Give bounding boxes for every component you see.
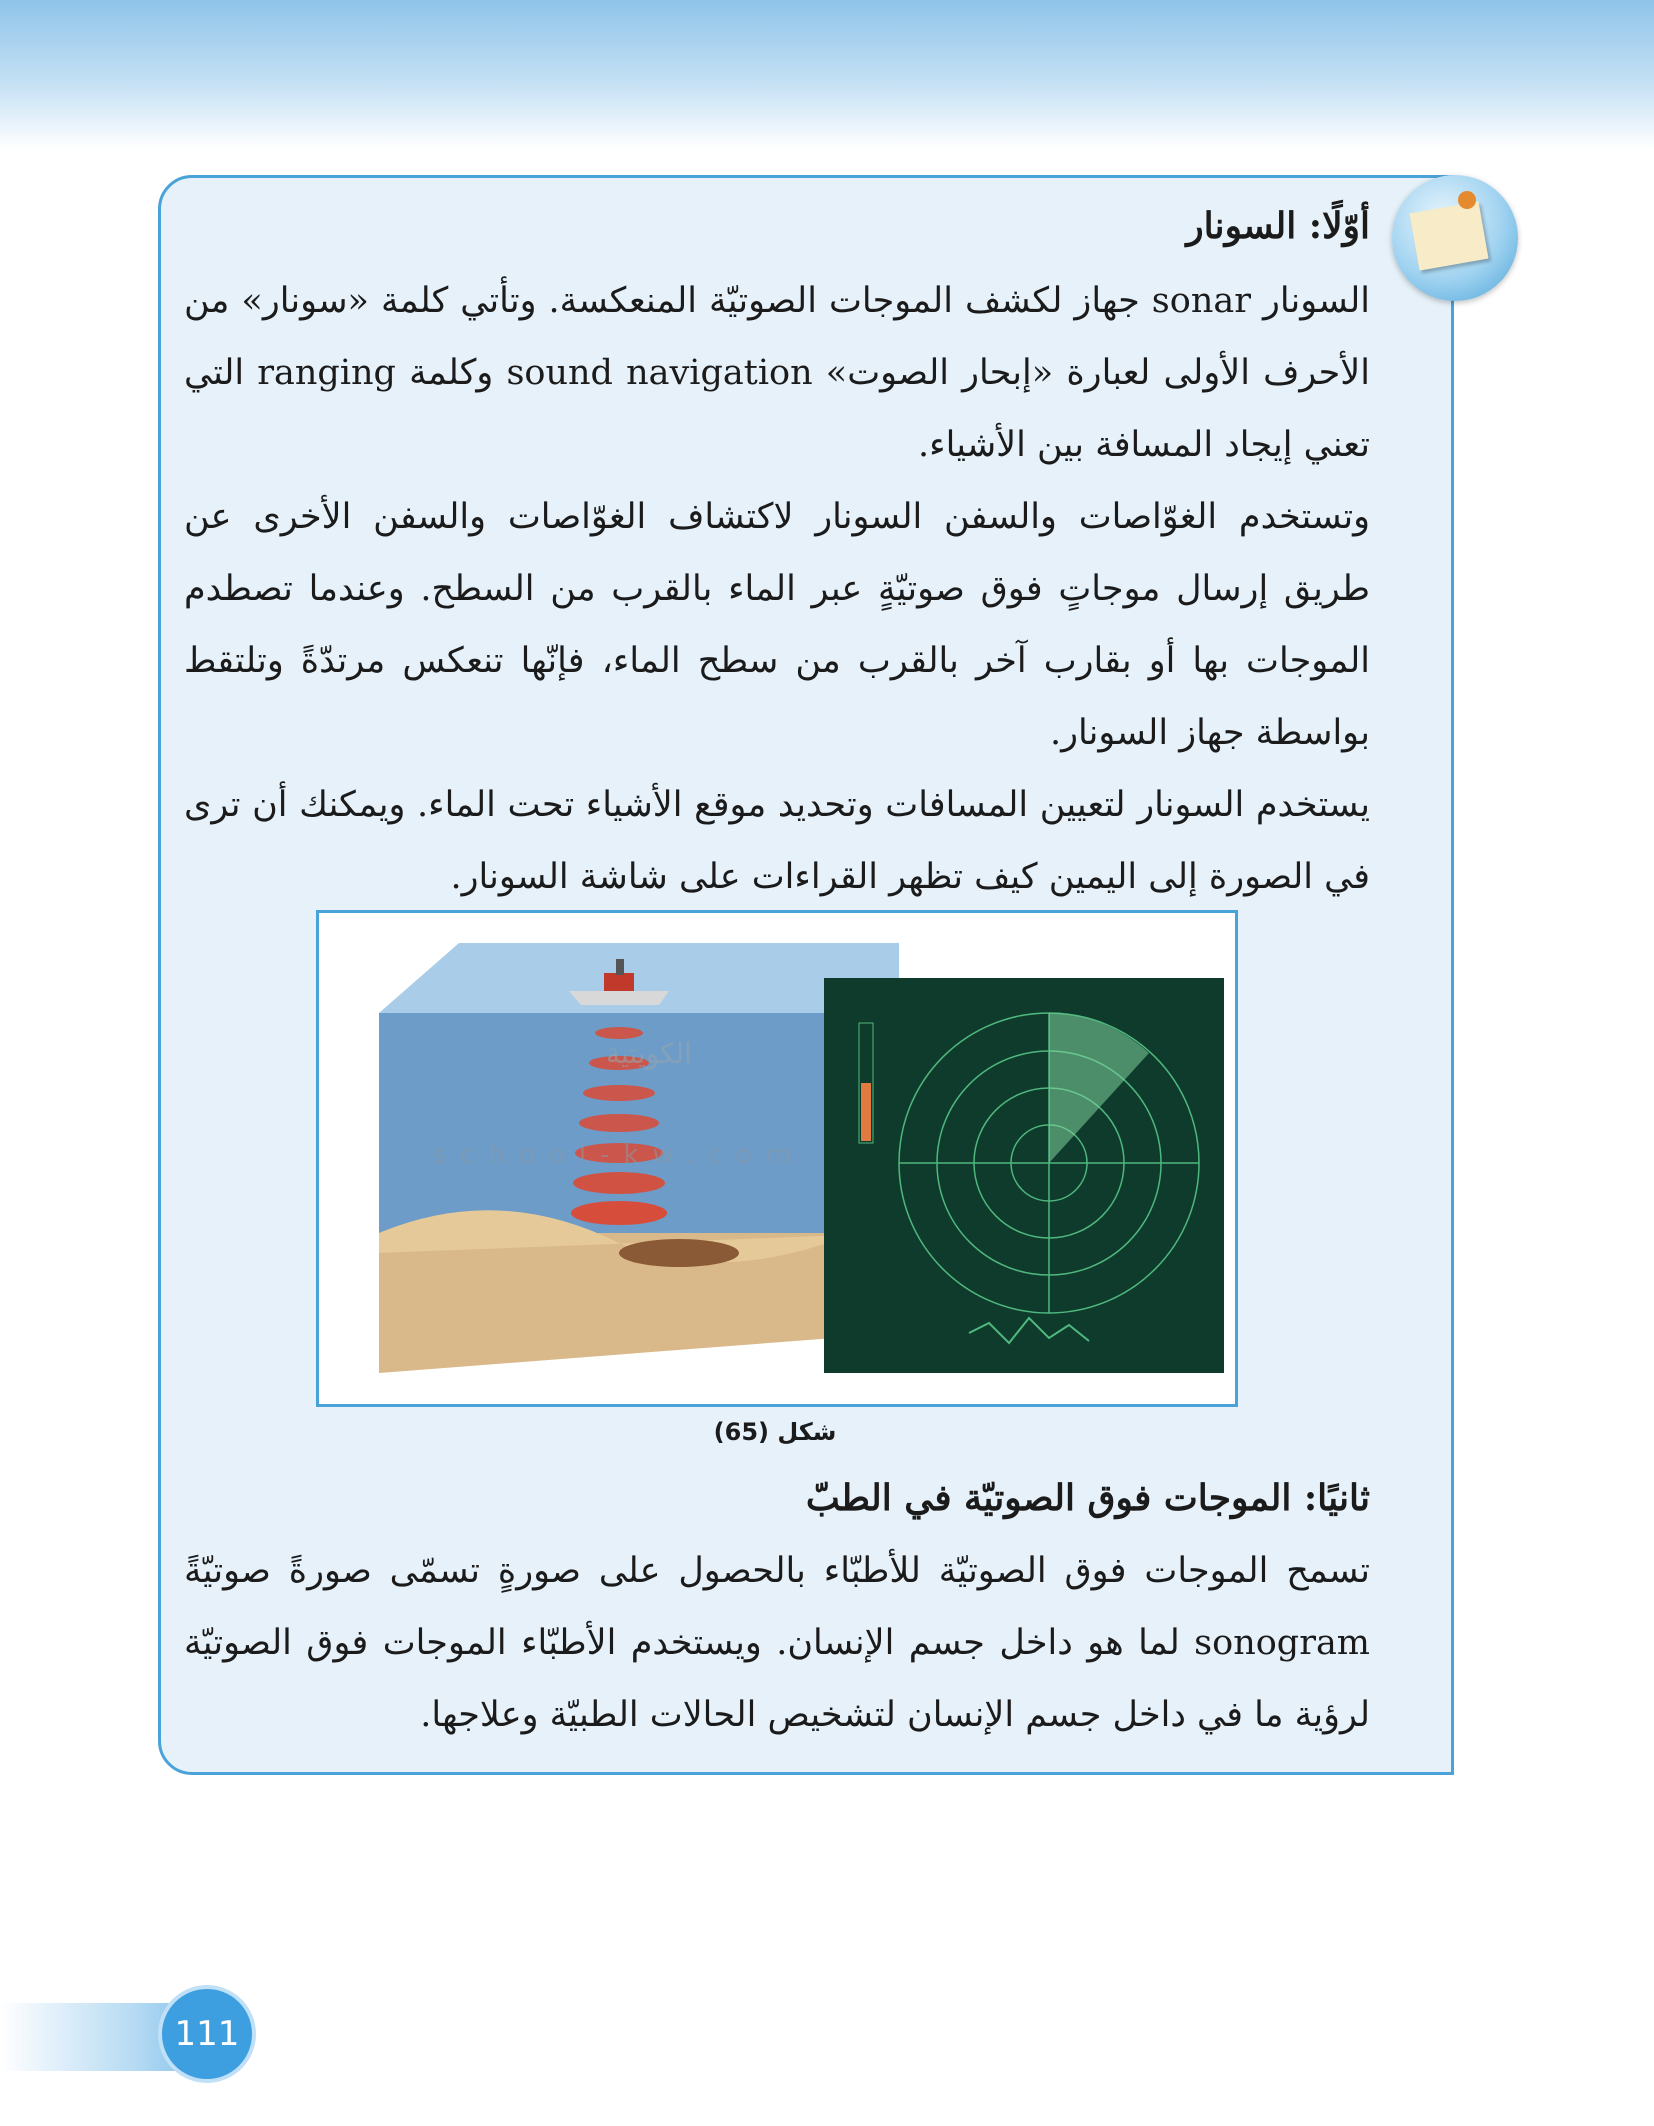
- note-paper-shape: [1409, 201, 1488, 270]
- paragraph: تسمح الموجات فوق الصوتيّة للأطبّاء بالحصول على صورةٍ تسمّى صورةً صوتيّةً sonogram لما هو داخل جسم الإنسان. ويستخدم الأطبّاء الموجات فوق الصوتيّة لرؤية ما في داخل جسم الإنسان لتشخيص الحالات الطبيّة وعلاجها.: [184, 1551, 1370, 1735]
- radar-screen: [824, 978, 1224, 1373]
- medical-body-text: [184, 1535, 1370, 1751]
- ship-hull: [569, 991, 669, 1005]
- paragraph: السونار sonar جهاز لكشف الموجات الصوتيّة المنعكسة. وتأتي كلمة «سونار» من الأحرف الأولى لعبارة «إبحار الصوت» sound navigation وكلمة ranging التي تعني إيجاد المسافة بين الأشياء.: [184, 281, 1370, 465]
- ship-cabin: [604, 973, 634, 991]
- paragraph: وتستخدم الغوّاصات والسفن السونار لاكتشاف الغوّاصات والسفن الأخرى عن طريق إرسال موجاتٍ فوق صوتيّةٍ عبر الماء بالقرب من السطح. وعندما تصطدم الموجات بها أو بقارب آخر بالقرب من سطح الماء، فإنّها تنعكس مرتدّةً وتلتقط بواسطة جهاز السونار.: [184, 497, 1370, 753]
- top-header-band: [0, 0, 1654, 150]
- sonar-body-text: [184, 265, 1370, 913]
- section-heading-medical: ثانيًا: الموجات فوق الصوتيّة في الطبّ: [805, 1477, 1370, 1519]
- figure-caption: شكل (65): [713, 1418, 837, 1446]
- watermark-url: school-kw.com: [432, 1140, 806, 1170]
- ship-mast: [616, 959, 624, 975]
- note-pin-icon: [1392, 175, 1518, 301]
- sonar-illustration: [319, 913, 1235, 1404]
- depth-gauge-fill: [861, 1083, 871, 1141]
- page-number: 111: [158, 1985, 256, 2083]
- figure-65-frame: [316, 910, 1238, 1407]
- paragraph: يستخدم السونار لتعيين المسافات وتحديد موقع الأشياء تحت الماء. ويمكنك أن ترى في الصورة إلى اليمين كيف تظهر القراءات على شاشة السونار.: [184, 785, 1370, 897]
- pushpin-head: [1458, 191, 1476, 209]
- shipwreck: [619, 1239, 739, 1267]
- watermark-arabic: الكويتية: [606, 1037, 692, 1070]
- section-heading-sonar: أوّلًا: السونار: [1186, 205, 1370, 247]
